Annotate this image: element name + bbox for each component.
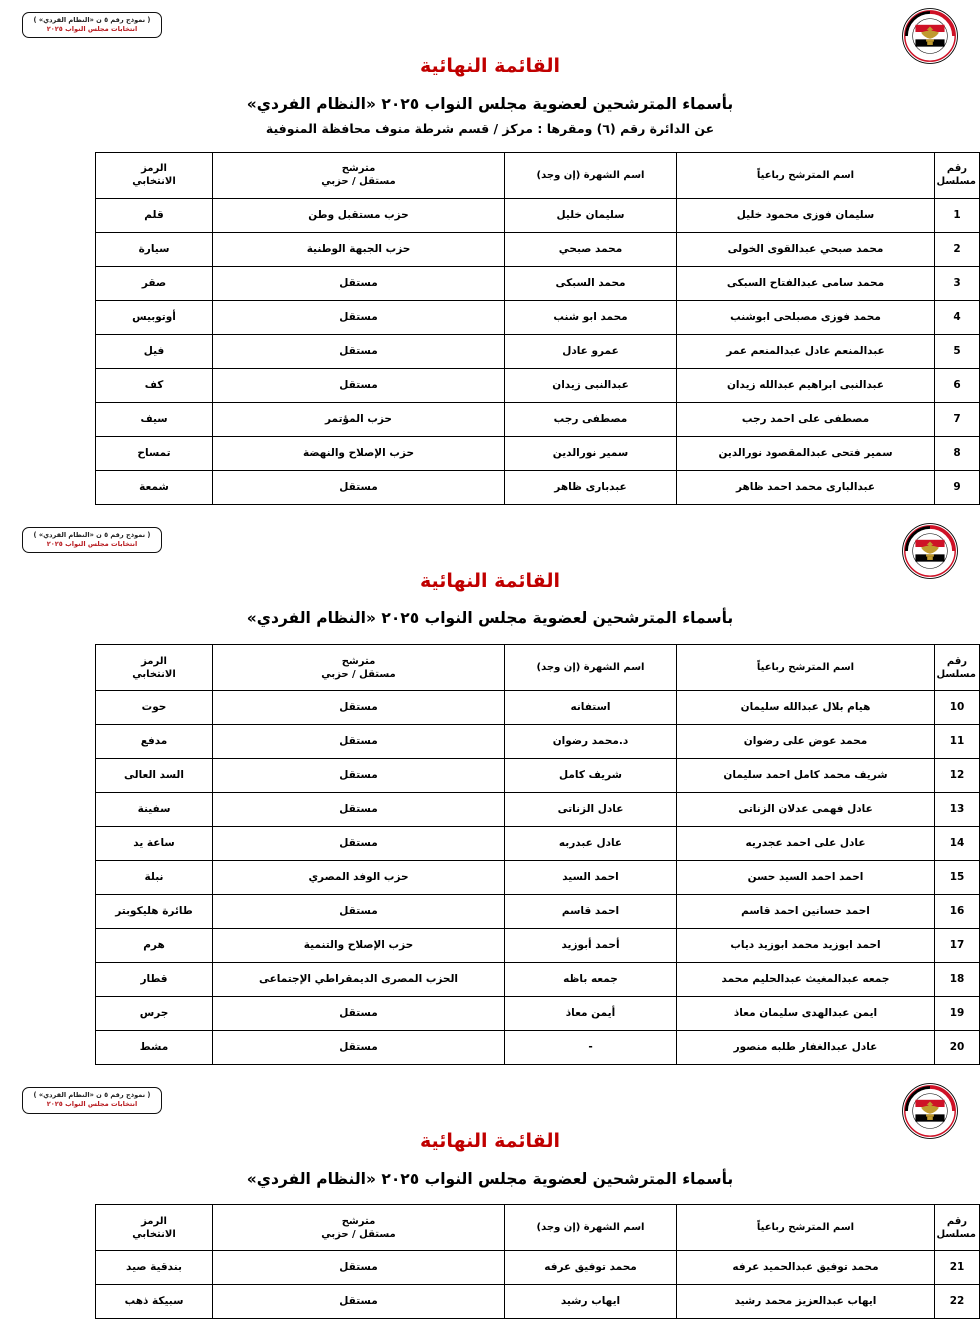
header-fame-name: اسم الشهرة (إن وجد) [505, 645, 677, 691]
form-badge-line2: انتخابات مجلس النواب ٢٠٢٥ [46, 25, 138, 34]
cell-serial: 4 [935, 300, 980, 334]
table-row [96, 691, 980, 725]
cell-affiliation: مستقل [213, 300, 505, 334]
table-row [96, 997, 980, 1031]
cell-candidate-name: شريف محمد كامل احمد سليمان [677, 759, 935, 793]
district-line: عن الدائرة رقم (٦) ومقرها : مركز / قسم شرطة منوف محافظة المنوفية [265, 121, 715, 137]
spacer [0, 1190, 980, 1204]
spacer [0, 630, 980, 644]
cell-serial: 12 [935, 759, 980, 793]
table-row [96, 232, 980, 266]
candidates-table-body [96, 1251, 980, 1319]
cell-affiliation: مستقل [213, 1285, 505, 1319]
cell-candidate-name: مصطفى على احمد رجب [677, 402, 935, 436]
cell-affiliation: مستقل [213, 368, 505, 402]
page-subtitle: بأسماء المترشحين لعضوية مجلس النواب ٢٠٢٥ «النظام الفردي» [246, 94, 734, 113]
table-row [96, 300, 980, 334]
table-header-row [96, 152, 980, 198]
cell-fame-name: عبدبارى ظاهر [505, 470, 677, 504]
page-title: القائمة النهائية [420, 55, 560, 77]
cell-affiliation: مستقل [213, 266, 505, 300]
cell-candidate-name: عادل عبدالغفار طلبه منصور [677, 1031, 935, 1065]
cell-affiliation: حزب الإصلاح والنهضة [213, 436, 505, 470]
cell-fame-name: جمعه باظه [505, 963, 677, 997]
cell-fame-name: محمد صبحي [505, 232, 677, 266]
cell-fame-name: سمير نورالدين [505, 436, 677, 470]
cell-fame-name: عبدالنبى زيدان [505, 368, 677, 402]
cell-serial: 1 [935, 198, 980, 232]
candidates-table [95, 1204, 980, 1319]
table-row [96, 334, 980, 368]
cell-affiliation: مستقل [213, 725, 505, 759]
table-row [96, 827, 980, 861]
page-subtitle: بأسماء المترشحين لعضوية مجلس النواب ٢٠٢٥ «النظام الفردي» [246, 609, 734, 628]
cell-serial: 7 [935, 402, 980, 436]
cell-fame-name: أحمد أبوزيد [505, 929, 677, 963]
candidates-table-wrapper [96, 152, 980, 505]
header-fame-name: اسم الشهرة (إن وجد) [505, 152, 677, 198]
cell-candidate-name: سليمان فوزى محمود خليل [677, 198, 935, 232]
candidate-list-section [0, 515, 980, 1065]
cell-candidate-name: محمد عوض على رضوان [677, 725, 935, 759]
cell-candidate-name: عبدالنبى ابراهيم عبدالله زيدان [677, 368, 935, 402]
section-top-strip [0, 1075, 980, 1127]
cell-serial: 2 [935, 232, 980, 266]
cell-serial: 16 [935, 895, 980, 929]
cell-serial: 11 [935, 725, 980, 759]
cell-affiliation: مستقل [213, 997, 505, 1031]
header-affiliation: مترشح مستقل / حزبي [213, 152, 505, 198]
cell-affiliation: مستقل [213, 1251, 505, 1285]
cell-serial: 15 [935, 861, 980, 895]
table-row [96, 402, 980, 436]
cell-serial: 9 [935, 470, 980, 504]
cell-electoral-symbol: سفينة [96, 793, 213, 827]
cell-fame-name: أيمن معاذ [505, 997, 677, 1031]
cell-candidate-name: عبدالمنعم عادل عبدالمنعم عمر [677, 334, 935, 368]
table-row [96, 759, 980, 793]
cell-candidate-name: ايهاب عبدالعزيز محمد رشيد [677, 1285, 935, 1319]
cell-affiliation: مستقل [213, 470, 505, 504]
cell-electoral-symbol: أوتوبيس [96, 300, 213, 334]
table-row [96, 725, 980, 759]
cell-fame-name: عادل الزناتى [505, 793, 677, 827]
header-electoral-symbol: الرمز الانتخابي [96, 1205, 213, 1251]
cell-fame-name: شريف كامل [505, 759, 677, 793]
cell-electoral-symbol: مدفع [96, 725, 213, 759]
cell-electoral-symbol: فيل [96, 334, 213, 368]
form-badge-line2: انتخابات مجلس النواب ٢٠٢٥ [46, 540, 138, 549]
cell-affiliation: مستقل [213, 691, 505, 725]
form-number-badge [22, 1087, 162, 1113]
table-row [96, 929, 980, 963]
candidates-table-wrapper [96, 1204, 980, 1319]
cell-candidate-name: جمعه عبدالمغيث عبدالحليم محمد [677, 963, 935, 997]
section-gap [0, 1065, 980, 1075]
cell-fame-name: محمد توفيق عرفه [505, 1251, 677, 1285]
cell-affiliation: مستقل [213, 1031, 505, 1065]
form-badge-line1: ( نموذج رقم ٥ ن «النظام الفردي» ) [33, 530, 151, 539]
section-top-strip [0, 515, 980, 567]
cell-serial: 14 [935, 827, 980, 861]
cell-affiliation: مستقل [213, 334, 505, 368]
cell-electoral-symbol: قلم [96, 198, 213, 232]
header-serial: رقم مسلسل [935, 645, 980, 691]
cell-serial: 20 [935, 1031, 980, 1065]
table-row [96, 895, 980, 929]
cell-electoral-symbol: قطار [96, 963, 213, 997]
section-title-block [0, 1127, 980, 1190]
cell-fame-name: د.محمد رضوان [505, 725, 677, 759]
cell-serial: 5 [935, 334, 980, 368]
header-candidate-name: اسم المترشح رباعياً [677, 645, 935, 691]
cell-electoral-symbol: كف [96, 368, 213, 402]
cell-candidate-name: هيام بلال عبدالله سليمان [677, 691, 935, 725]
cell-fame-name: استفانه [505, 691, 677, 725]
cell-affiliation: حزب مستقبل وطن [213, 198, 505, 232]
section-top-strip [0, 0, 980, 52]
candidates-table [95, 152, 980, 505]
cell-candidate-name: محمد صبحي عبدالقوى الخولى [677, 232, 935, 266]
cell-fame-name: محمد السبكى [505, 266, 677, 300]
election-authority-emblem-icon [902, 523, 958, 579]
header-fame-name: اسم الشهرة (إن وجد) [505, 1205, 677, 1251]
cell-fame-name: احمد السيد [505, 861, 677, 895]
cell-electoral-symbol: السد العالى [96, 759, 213, 793]
table-row [96, 1031, 980, 1065]
cell-candidate-name: احمد احمد السيد حسن [677, 861, 935, 895]
table-row [96, 368, 980, 402]
cell-affiliation: حزب الجبهة الوطنية [213, 232, 505, 266]
cell-electoral-symbol: نبلة [96, 861, 213, 895]
table-row [96, 861, 980, 895]
form-number-badge [22, 12, 162, 38]
cell-electoral-symbol: ساعة يد [96, 827, 213, 861]
cell-fame-name: سليمان خليل [505, 198, 677, 232]
table-row [96, 436, 980, 470]
header-electoral-symbol: الرمز الانتخابي [96, 645, 213, 691]
cell-candidate-name: محمد توفيق عبدالحميد عرفه [677, 1251, 935, 1285]
cell-affiliation: حزب المؤتمر [213, 402, 505, 436]
cell-electoral-symbol: صقر [96, 266, 213, 300]
header-serial: رقم مسلسل [935, 1205, 980, 1251]
candidates-table-body [96, 198, 980, 504]
cell-affiliation: مستقل [213, 793, 505, 827]
cell-electoral-symbol: تمساح [96, 436, 213, 470]
emblem-container [902, 8, 958, 64]
cell-candidate-name: ايمن عبدالهدى سليمان معاذ [677, 997, 935, 1031]
table-header-row [96, 645, 980, 691]
table-row [96, 266, 980, 300]
section-title-block [0, 52, 980, 138]
cell-affiliation: مستقل [213, 895, 505, 929]
header-electoral-symbol: الرمز الانتخابي [96, 152, 213, 198]
cell-serial: 3 [935, 266, 980, 300]
cell-candidate-name: عبدالبارى محمد احمد ظاهر [677, 470, 935, 504]
cell-fame-name: عمرو عادل [505, 334, 677, 368]
cell-candidate-name: احمد ابوزيد محمد ابوزيد دياب [677, 929, 935, 963]
cell-serial: 19 [935, 997, 980, 1031]
cell-affiliation: مستقل [213, 759, 505, 793]
emblem-container [902, 1083, 958, 1139]
cell-electoral-symbol: طائرة هليكوبتر [96, 895, 213, 929]
cell-fame-name: ايهاب رشيد [505, 1285, 677, 1319]
candidates-table-body [96, 691, 980, 1065]
candidate-list-section [0, 0, 980, 505]
cell-electoral-symbol: شمعة [96, 470, 213, 504]
cell-electoral-symbol: هرم [96, 929, 213, 963]
election-authority-emblem-icon [902, 8, 958, 64]
page-title: القائمة النهائية [420, 569, 560, 592]
candidates-table-wrapper [96, 644, 980, 1065]
table-row [96, 793, 980, 827]
candidate-list-section [0, 1075, 980, 1319]
cell-serial: 13 [935, 793, 980, 827]
cell-electoral-symbol: سبيكة ذهب [96, 1285, 213, 1319]
form-badge-line1: ( نموذج رقم ٥ ن «النظام الفردي» ) [33, 16, 151, 24]
form-number-badge [22, 527, 162, 553]
cell-fame-name: محمد ابو شنب [505, 300, 677, 334]
cell-serial: 8 [935, 436, 980, 470]
cell-electoral-symbol: حوت [96, 691, 213, 725]
cell-candidate-name: عادل فهمى عدلان الزناتى [677, 793, 935, 827]
cell-serial: 18 [935, 963, 980, 997]
cell-affiliation: الحزب المصرى الديمقراطي الإجتماعى [213, 963, 505, 997]
table-row [96, 198, 980, 232]
cell-serial: 17 [935, 929, 980, 963]
cell-serial: 22 [935, 1285, 980, 1319]
table-row [96, 1285, 980, 1319]
cell-fame-name: عادل عبدربه [505, 827, 677, 861]
header-candidate-name: اسم المترشح رباعياً [677, 1205, 935, 1251]
table-row [96, 470, 980, 504]
cell-serial: 10 [935, 691, 980, 725]
cell-electoral-symbol: بندقية صيد [96, 1251, 213, 1285]
cell-fame-name: مصطفى رجب [505, 402, 677, 436]
form-badge-line2: انتخابات مجلس النواب ٢٠٢٥ [46, 1100, 138, 1109]
cell-electoral-symbol: سيف [96, 402, 213, 436]
cell-candidate-name: سمير فتحى عبدالمقصود نورالدين [677, 436, 935, 470]
page-title: القائمة النهائية [420, 1130, 560, 1153]
header-affiliation: مترشح مستقل / حزبي [213, 1205, 505, 1251]
cell-candidate-name: محمد سامى عبدالفتاح السبكى [677, 266, 935, 300]
cell-electoral-symbol: مشط [96, 1031, 213, 1065]
cell-affiliation: حزب الإصلاح والتنمية [213, 929, 505, 963]
section-title-block [0, 567, 980, 630]
election-authority-emblem-icon [902, 1083, 958, 1139]
cell-electoral-symbol: جرس [96, 997, 213, 1031]
cell-fame-name: احمد قاسم [505, 895, 677, 929]
section-gap [0, 505, 980, 515]
table-header-row [96, 1205, 980, 1251]
cell-serial: 6 [935, 368, 980, 402]
cell-electoral-symbol: سيارة [96, 232, 213, 266]
cell-candidate-name: عادل على احمد عجدريه [677, 827, 935, 861]
header-candidate-name: اسم المترشح رباعياً [677, 152, 935, 198]
cell-affiliation: حزب الوفد المصري [213, 861, 505, 895]
cell-fame-name: - [505, 1031, 677, 1065]
spacer [0, 138, 980, 152]
table-row [96, 963, 980, 997]
header-affiliation: مترشح مستقل / حزبي [213, 645, 505, 691]
candidates-table [95, 644, 980, 1065]
cell-candidate-name: احمد حسانين احمد قاسم [677, 895, 935, 929]
cell-candidate-name: محمد فوزى مصبلحى ابوشنب [677, 300, 935, 334]
form-badge-line1: ( نموذج رقم ٥ ن «النظام الفردي» ) [33, 1091, 151, 1100]
header-serial: رقم مسلسل [935, 152, 980, 198]
page-subtitle: بأسماء المترشحين لعضوية مجلس النواب ٢٠٢٥ «النظام الفردي» [246, 1169, 734, 1188]
cell-serial: 21 [935, 1251, 980, 1285]
emblem-container [902, 523, 958, 579]
cell-affiliation: مستقل [213, 827, 505, 861]
